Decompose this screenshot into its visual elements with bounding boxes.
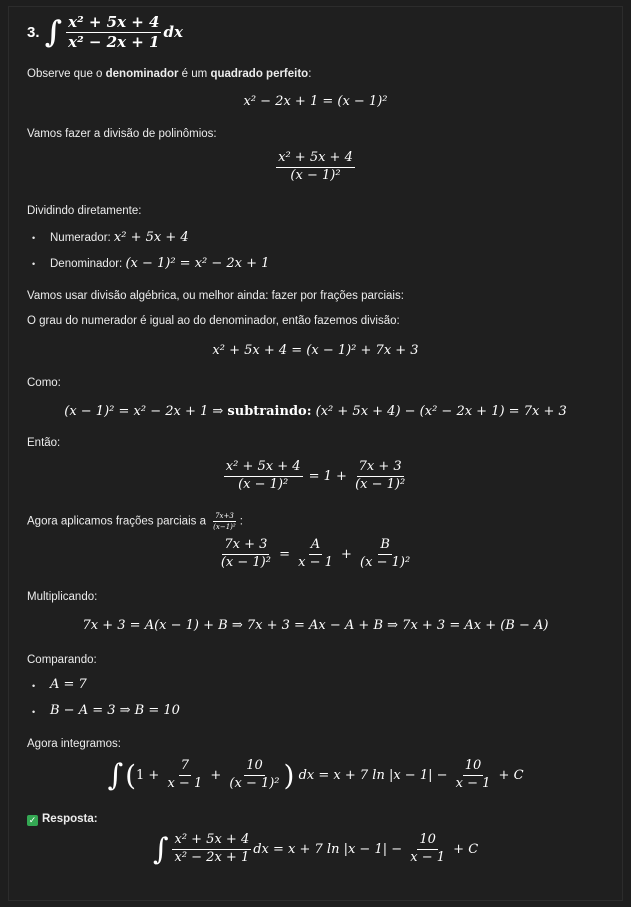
denominator: (x−1)² [213,523,236,532]
bold-text: Resposta: [42,813,98,825]
title-fraction [66,14,161,52]
equation-answer [0,832,631,867]
integral-sign: ∫ [107,758,124,793]
numerator: B [378,538,392,555]
denominator: x² − 2x + 1 [174,850,250,865]
equation-polynomial-division: x² + 5x + 4 = (x − 1)² + 7x + 3 [212,343,419,358]
fraction [408,833,447,866]
text: + C [449,842,479,857]
small-fraction [211,512,238,531]
paragraph-integrate: Agora integramos: [27,738,121,750]
fraction [454,759,493,792]
paragraph-division: Vamos fazer a divisão de polinômios: [27,128,217,140]
text: (x − 1)² = x² − 2x + 1 ⇒ [64,404,228,419]
equation-multiply: 7x + 3 = A(x − 1) + B ⇒ 7x + 3 = Ax − A + B ⇒ 7x + 3 = Ax + (B − A) [82,618,549,633]
denominator: (x − 1)² [220,554,271,570]
integral-sign: ∫ [152,832,169,867]
numerator: 7x+3 [213,512,236,522]
numerator: 7x + 3 [357,460,404,477]
numerator: A [309,538,322,555]
integral-sign: ∫ [44,15,63,51]
numerator: 10 [463,759,484,776]
fraction [227,759,281,792]
right-paren: ) [283,759,295,792]
fraction [358,538,412,571]
denominator: (x − 1)² [355,476,406,492]
paragraph-degree: O grau do numerador é igual ao do denominador, então fazemos divisão: [27,315,400,327]
text: + C [494,768,524,783]
denominator: (x − 1)² [238,476,289,492]
denominator: x − 1 [410,850,446,865]
paragraph-entao: Então: [27,437,61,449]
text: = 1 + [304,468,352,484]
bullet-label: Denominador: [50,258,126,270]
text: + [336,546,357,562]
numerator: 10 [417,833,438,850]
problem-title [27,14,183,52]
paragraph-observe [27,68,311,80]
fraction [165,759,204,792]
equation-fraction [0,151,631,184]
text: Observe que o [27,68,106,80]
bullet-a: A = 7 [50,677,87,692]
fraction [276,151,355,184]
fraction [353,460,407,493]
bullet-b: B − A = 3 ⇒ B = 10 [50,703,180,718]
bullet-icon: • [32,681,36,691]
equation-partial-setup [0,538,631,571]
denominator: (x − 1)² [360,554,411,570]
text: dx = x + 7 ln |x − 1| − [294,768,452,783]
bullet-label: Numerador: [50,232,114,244]
equation-integral [0,758,631,793]
numerator: x² + 5x + 4 [172,833,251,850]
fraction [219,538,273,571]
check-icon: ✓ [28,815,37,825]
text: + [206,768,226,783]
fraction [224,460,303,493]
text: 1 + [136,768,164,783]
denominator: x − 1 [298,554,333,570]
left-paren: ( [125,759,137,792]
denominator: x − 1 [455,776,491,791]
numerator: 10 [244,759,265,776]
fraction [296,538,335,571]
bullet-icon: • [32,233,36,243]
paragraph-dividing: Dividindo diretamente: [27,205,142,217]
answer-label [27,813,98,826]
text: : [239,515,243,528]
denominator: (x − 1)² [229,776,280,791]
denominator: (x − 1)² [290,167,341,183]
bullet-icon: • [32,707,36,717]
denominator: x − 1 [167,776,203,791]
paragraph-algebraic-division: Vamos usar divisão algébrica, ou melhor ainda: fazer por frações parciais: [27,290,404,302]
text: = [274,546,295,562]
paragraph-como: Como: [27,377,61,389]
bullet-icon: • [32,259,36,269]
paragraph-partial-fractions [27,512,243,531]
paragraph-comparing: Comparando: [27,654,97,666]
bullet-denominator [50,256,269,271]
text: (x² + 5x + 4) − (x² − 2x + 1) = 7x + 3 [311,404,567,419]
numerator: 7 [179,759,191,776]
bold-text: subtraindo: [227,404,312,419]
equation-split [0,460,631,493]
bullet-numerator [50,230,189,245]
title-denominator: x² − 2x + 1 [68,33,160,52]
numerator: x² + 5x + 4 [276,151,355,168]
text: : [308,68,312,80]
equation-subtract [0,404,631,419]
text: Agora aplicamos frações parciais a [27,515,210,528]
problem-number: 3. [27,23,40,41]
text: dx = x + 7 ln |x − 1| − [253,842,407,857]
numerator: x² + 5x + 4 [224,460,303,477]
title-dx: dx [163,22,183,41]
title-numerator: x² + 5x + 4 [66,14,161,33]
bold-text: denominador [105,68,179,80]
paragraph-multiplying: Multiplicando: [27,591,98,603]
text: é um [178,68,211,80]
bullet-math: x² + 5x + 4 [113,230,189,245]
equation-perfect-square: x² − 2x + 1 = (x − 1)² [243,94,388,109]
bold-text: quadrado perfeito [210,68,309,80]
numerator: 7x + 3 [222,538,269,555]
bullet-math: (x − 1)² = x² − 2x + 1 [125,256,270,271]
fraction [172,833,251,866]
